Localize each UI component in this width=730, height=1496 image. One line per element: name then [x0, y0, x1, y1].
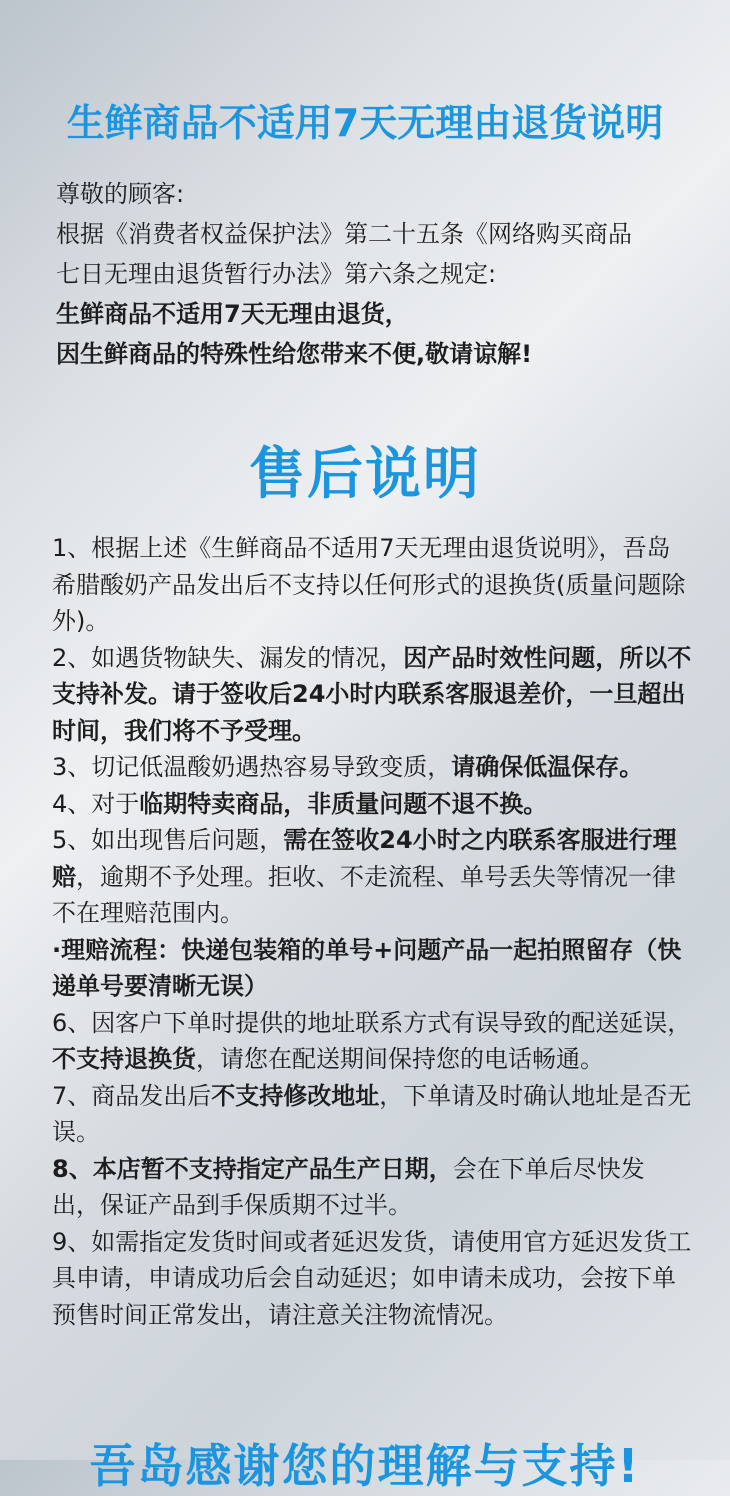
notice-bold-2: 因生鲜商品的特殊性给您带来不便,敬请谅解! [56, 340, 533, 368]
item-bold-text: 8、本店暂不支持指定产品生产日期， [52, 1154, 453, 1183]
list-item [52, 1151, 692, 1224]
greeting: 尊敬的顾客: [56, 180, 185, 208]
item-text: 9、如需指定发货时间或者延迟发货，请使用官方延迟发货工具申请，申请成功后会自动延迟；如申请未成功，会按下单预售时间正常发出，请注意关注物流情况。 [52, 1227, 692, 1329]
list-item [52, 530, 692, 640]
item-bold-text: 不支持退换货 [52, 1045, 196, 1073]
list-item [52, 822, 692, 932]
list-item [52, 1078, 692, 1151]
item-text: 6、因客户下单时提供的地址联系方式有误导致的配送延误， [52, 1008, 692, 1037]
claim-process-text: ·理赔流程：快递包装箱的单号+问题产品一起拍照留存（快递单号要清晰无误） [52, 935, 682, 1000]
item-text: ，逾期不予处理。拒收、不走流程、单号丢失等情况一律不在理赔范围内。 [52, 862, 676, 927]
list-item [52, 749, 692, 786]
section-title: 售后说明 [249, 442, 481, 507]
notice-bold-1: 生鲜商品不适用7天无理由退货， [56, 300, 409, 328]
page-title: 生鲜商品不适用7天无理由退货说明 [66, 101, 664, 145]
item-bold-text: 请确保低温保存。 [451, 753, 644, 781]
item-text: 7、商品发出后 [52, 1081, 212, 1110]
item-text: 4、对于 [52, 789, 140, 818]
notice-line-2: 七日无理由退货暂行办法》第六条之规定: [56, 260, 497, 288]
item-text: ，下单请及时确认地址是否无误。 [52, 1081, 692, 1146]
claim-process [52, 932, 692, 1005]
notice-line-1: 根据《消费者权益保护法》第二十五条《网络购买商品 [56, 220, 632, 248]
item-text: 2、如遇货物缺失、漏发的情况， [52, 643, 404, 672]
item-text: 3、切记低温酸奶遇热容易导致变质， [52, 753, 452, 781]
thank-you-footer: 吾岛感谢您的理解与支持! [89, 1439, 641, 1493]
item-bold-text: 需在签收24小时之内联系客服进行理赔 [52, 826, 677, 891]
list-item [52, 640, 692, 750]
list-item [52, 786, 692, 823]
after-sales-list [52, 530, 692, 1333]
item-text: 5、如出现售后问题， [52, 826, 284, 854]
item-bold-text: 因产品时效性问题，所以不支持补发。请于签收后24小时内联系客服退差价，一旦超出时间，我们将不予受理。 [52, 643, 692, 745]
list-item [52, 1224, 692, 1334]
list-item [52, 1005, 692, 1078]
item-bold-text: 不支持修改地址 [211, 1081, 380, 1110]
notice-block [56, 174, 706, 374]
item-bold-text: 临期特卖商品，非质量问题不退不换。 [139, 789, 548, 818]
item-text: ，请您在配送期间保持您的电话畅通。 [196, 1045, 604, 1073]
item-text: 1、根据上述《生鲜商品不适用7天无理由退货说明》，吾岛希腊酸奶产品发出后不支持以任何形式的退换货(质量问题除外)。 [52, 534, 686, 635]
item-text: 会在下单后尽快发出，保证产品到手保质期不过半。 [52, 1154, 645, 1219]
